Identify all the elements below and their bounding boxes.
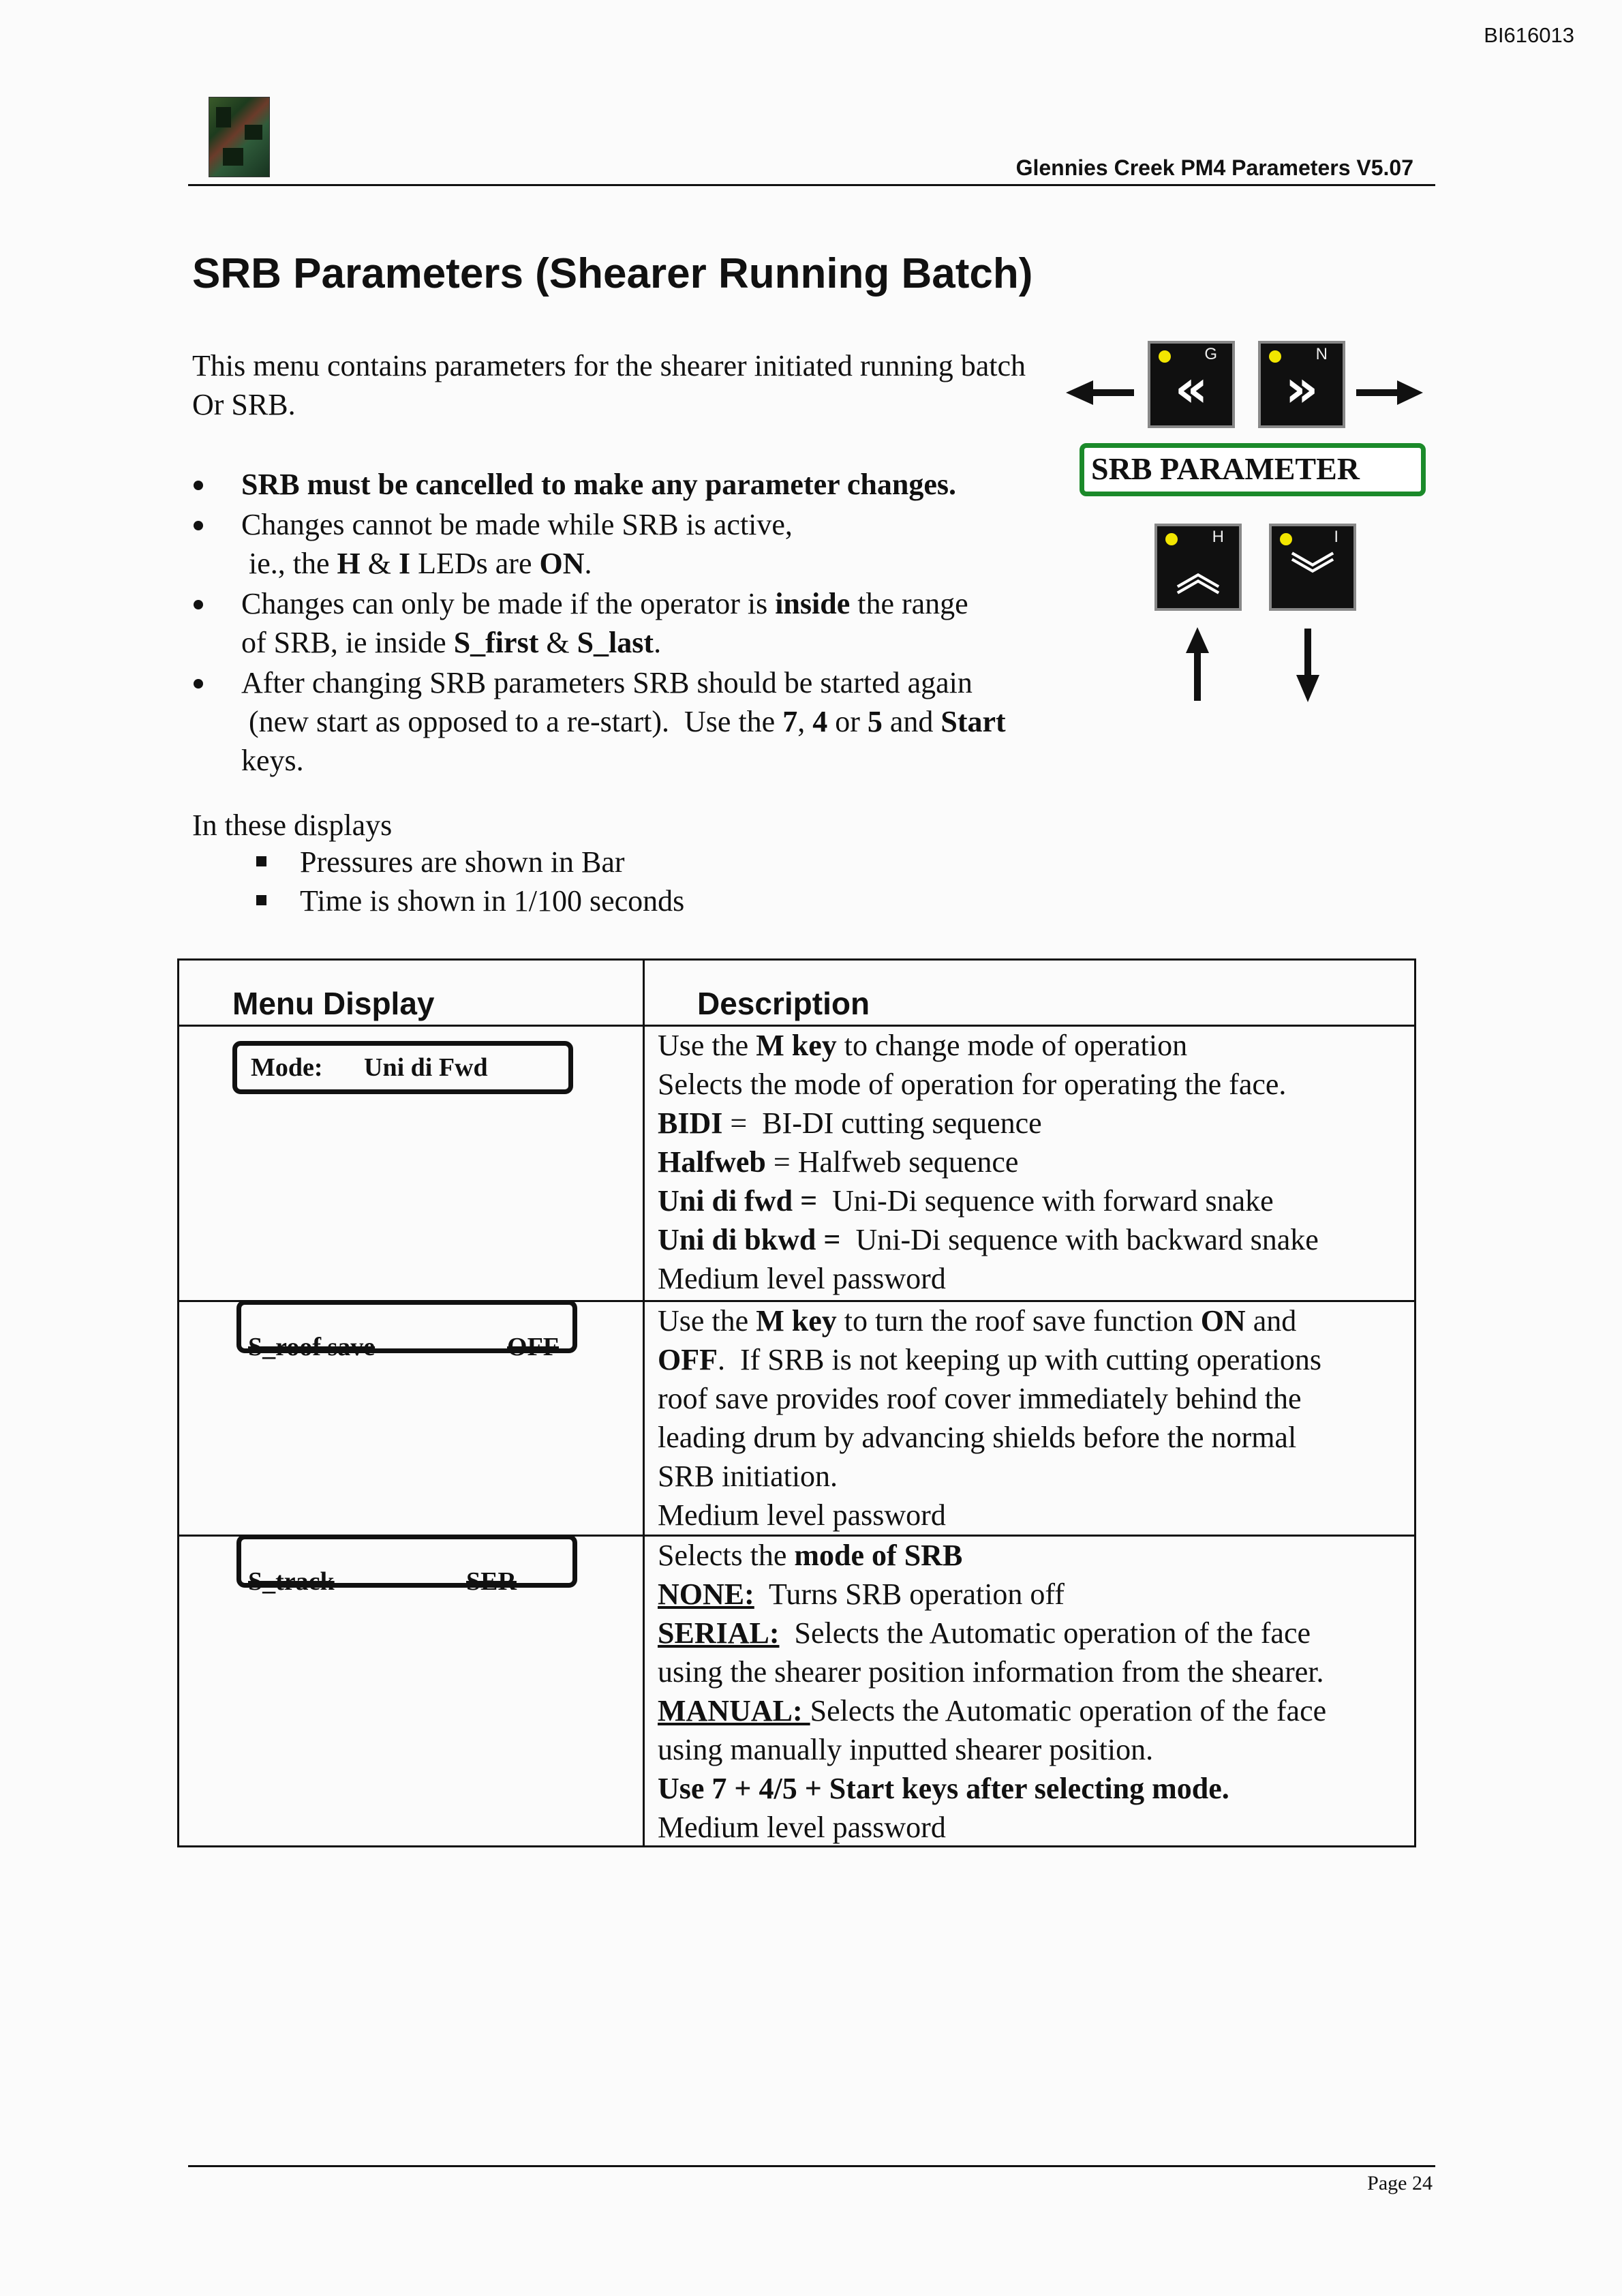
list-item: Changes can only be made if the operator is inside the range of SRB, ie inside S_first & S_last.: [241, 584, 1100, 662]
key-letter: I: [1334, 528, 1338, 546]
double-chevron-left-icon: «: [1174, 358, 1208, 419]
key-letter: G: [1204, 345, 1217, 363]
lcd-roof-save-display: [236, 1300, 577, 1361]
header-divider: [188, 184, 1435, 186]
lcd-track-display: [236, 1535, 577, 1596]
lcd-label: Mode:: [251, 1053, 323, 1082]
lcd-value: OFF: [507, 1333, 559, 1361]
lcd-label: S_roof save: [248, 1333, 376, 1361]
lcd-value: SER: [466, 1567, 517, 1596]
key-letter: H: [1212, 528, 1224, 546]
list-item: Changes cannot be made while SRB is active, ie., the H & I LEDs are ON.: [241, 505, 1100, 583]
list-item: Pressures are shown in Bar: [300, 843, 684, 881]
header-title: Glennies Creek PM4 Parameters V5.07: [1015, 155, 1413, 180]
down-arrow-icon: [1296, 629, 1319, 702]
parameters-table: [177, 958, 1416, 1847]
double-chevron-down-icon: ︾: [1291, 550, 1334, 601]
lcd-value: Uni di Fwd: [364, 1053, 488, 1082]
description-roof-save: Use the M key to turn the roof save function ON and OFF. If SRB is not keeping up with cutting operations roof save provides roof cover immediately behind the leading drum by advancing shields before the normal SRB initiation. Medium level password: [658, 1304, 1322, 1532]
list-item: Time is shown in 1/100 seconds: [300, 881, 684, 920]
key-n-next[interactable]: [1258, 341, 1345, 428]
list-item: SRB must be cancelled to make any parameter changes.: [241, 465, 1100, 504]
description-mode: Use the M key to change mode of operation Selects the mode of operation for operating the face. BIDI = BI-DI cutting sequence Halfweb = Halfweb sequence Uni di fwd = Uni-Di sequence with forward snake Uni di bkwd = Uni-Di sequence with backward snake Medium level password: [658, 1029, 1319, 1295]
key-g-previous[interactable]: [1148, 341, 1235, 428]
key-h-up[interactable]: [1154, 524, 1242, 611]
display-units-list: [300, 843, 684, 920]
led-indicator-icon: [1280, 533, 1292, 545]
led-indicator-icon: [1159, 350, 1171, 363]
footer-divider: [188, 2165, 1435, 2167]
led-indicator-icon: [1165, 533, 1178, 545]
column-header-description: Description: [697, 986, 870, 1021]
srb-parameter-screen: SRB PARAMETER: [1080, 443, 1426, 496]
company-logo: [209, 97, 270, 177]
key-letter: N: [1315, 345, 1328, 363]
intro-paragraph: [192, 346, 1133, 424]
column-divider: [643, 961, 645, 1845]
intro-line-1: This menu contains parameters for the shearer initiated running batch: [192, 349, 1026, 382]
displays-lead: In these displays: [192, 809, 393, 842]
lcd-mode-display: [232, 1041, 573, 1094]
list-item: After changing SRB parameters SRB should be started again (new start as opposed to a re-start). Use the 7, 4 or 5 and Start keys.: [241, 663, 1100, 780]
right-arrow-icon: [1356, 380, 1423, 405]
up-arrow-icon: [1186, 627, 1209, 701]
page-title: SRB Parameters (Shearer Running Batch): [192, 250, 1033, 297]
double-chevron-up-icon: ︽: [1176, 550, 1220, 601]
intro-line-2: Or SRB.: [192, 388, 296, 421]
up-down-arrows: [1172, 627, 1322, 702]
key-i-down[interactable]: [1269, 524, 1356, 611]
rules-bullet-list: [241, 465, 1100, 781]
left-arrow-icon: [1066, 380, 1134, 405]
page-number: Page 24: [1367, 2172, 1433, 2194]
document-id: BI616013: [1484, 23, 1574, 47]
left-right-arrows: [1063, 375, 1431, 409]
led-indicator-icon: [1269, 350, 1281, 363]
lcd-label: S_track: [248, 1567, 335, 1596]
description-track: Selects the mode of SRB NONE: Turns SRB operation off SERIAL: Selects the Automatic operation of the face using the shearer position information from the shearer. MANUAL: Selects the Automatic operation of the face using manually inputted shearer position. Use 7 + 4/5 + Start keys after selecting mode. Medium level password: [658, 1539, 1327, 1844]
double-chevron-right-icon: »: [1285, 358, 1319, 419]
column-header-menu-display: Menu Display: [232, 986, 435, 1021]
